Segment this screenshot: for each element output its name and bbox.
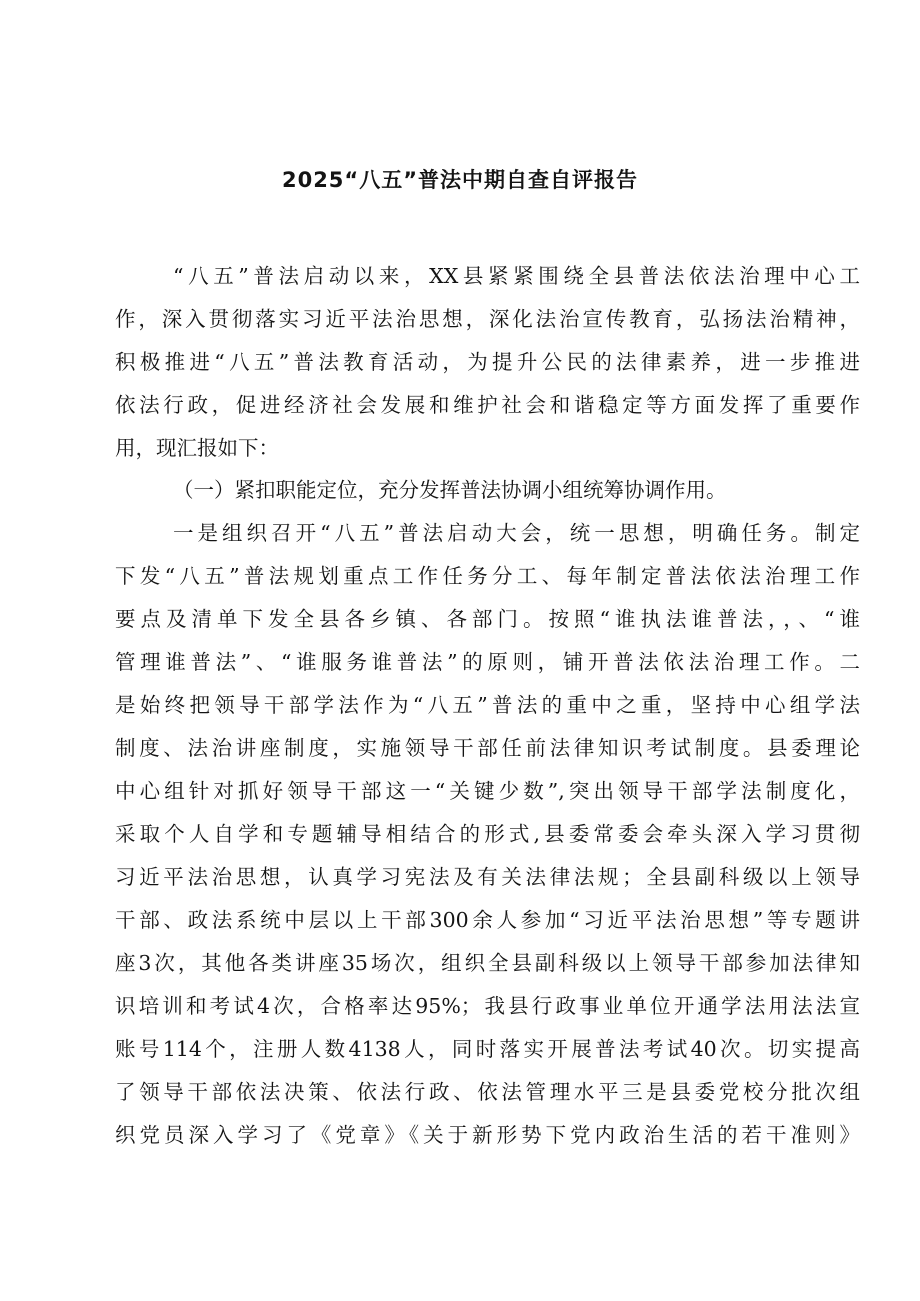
body-line-13: 账号114个，注册人数4138人，同时落实开展普法考试40次。切实提高 bbox=[115, 1037, 860, 1061]
body-line-2: 下发“八五”普法规划重点工作任务分工、每年制定普法依法治理工作 bbox=[115, 564, 860, 588]
body-line-9: 习近平法治思想，认真学习宪法及有关法律法规；全县副科级以上领导 bbox=[115, 865, 860, 889]
body-line-7: 中心组针对抓好领导干部这一“关键少数”,突出领导干部学法制度化， bbox=[115, 779, 860, 803]
body-line-15: 织党员深入学习了《党章》《关于新形势下党内政治生活的若干准则》 bbox=[115, 1123, 860, 1147]
intro-line-4: 依法行政，促进经济社会发展和维护社会和谐稳定等方面发挥了重要作 bbox=[115, 393, 860, 417]
section-heading: （一）紧扣职能定位，充分发挥普法协调小组统筹协调作用。 bbox=[173, 478, 727, 502]
body-line-4: 管理谁普法”、“谁服务谁普法”的原则，铺开普法依法治理工作。二 bbox=[115, 650, 860, 674]
body-line-10: 干部、政法系统中层以上干部300余人参加“习近平法治思想”等专题讲 bbox=[115, 908, 860, 932]
body-line-3: 要点及清单下发全县各乡镇、各部门。按照“谁执法谁普法，，、“谁 bbox=[115, 607, 860, 631]
body-line-6: 制度、法治讲座制度，实施领导干部任前法律知识考试制度。县委理论 bbox=[115, 736, 860, 760]
intro-line-2: 作，深入贯彻落实习近平法治思想，深化法治宣传教育，弘扬法治精神， bbox=[115, 307, 860, 331]
intro-line-3: 积极推进“八五”普法教育活动，为提升公民的法律素养，进一步推进 bbox=[115, 350, 860, 374]
intro-line-1: “八五”普法启动以来，XX县紧紧围绕全县普法依法治理中心工 bbox=[173, 264, 860, 288]
body-line-8: 采取个人自学和专题辅导相结合的形式,县委常委会牵头深入学习贯彻 bbox=[115, 822, 860, 846]
body-line-12: 识培训和考试4次，合格率达95%；我县行政事业单位开通学法用法法宣 bbox=[115, 994, 860, 1018]
body-line-11: 座3次，其他各类讲座35场次，组织全县副科级以上领导干部参加法律知 bbox=[115, 951, 860, 975]
intro-line-5: 用，现汇报如下： bbox=[115, 436, 279, 460]
body-line-5: 是始终把领导干部学法作为“八五”普法的重中之重，坚持中心组学法 bbox=[115, 693, 860, 717]
document-title: 2025“八五”普法中期自查自评报告 bbox=[281, 168, 639, 192]
body-line-14: 了领导干部依法决策、依法行政、依法管理水平三是县委党校分批次组 bbox=[115, 1080, 860, 1104]
body-line-1: 一是组织召开“八五”普法启动大会，统一思想，明确任务。制定 bbox=[173, 521, 860, 545]
